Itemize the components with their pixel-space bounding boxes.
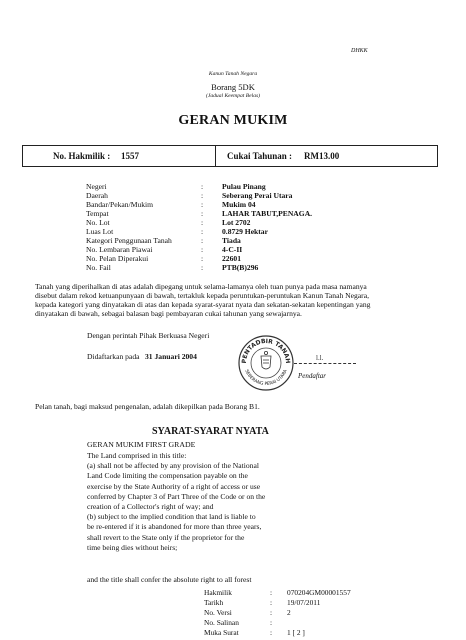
field-label: Bandar/Pekan/Mukim [86,200,154,209]
hakmilik-label: No. Hakmilik : [53,151,111,161]
field-row: Kategori Penggunaan Tanah : Tiada [86,236,241,245]
meta-label: No. Versi [204,608,232,617]
condition-line: creation of a Collector's right of way; and [87,502,214,512]
meta-value: 1 [ 2 ] [287,628,305,637]
field-row: No. Fail : PTB(B)296 [86,263,259,272]
land-office-seal [237,334,295,392]
cukai-value: RM13.00 [304,151,340,161]
meta-label: Muka Surat [204,628,239,637]
field-row: No. Lot : Lot 2702 [86,218,251,227]
condition-line: Land Code limiting the compensation payable on the [87,471,248,481]
meta-label: Tarikh [204,598,224,607]
hakmilik-value: 1557 [121,151,139,161]
condition-line: time being dies without heirs; [87,542,178,552]
field-row: No. Pelan Diperakui : 22601 [86,254,241,263]
field-row: Bandar/Pekan/Mukim : Mukim 04 [86,200,256,209]
order-text: Dengan perintah Pihak Berkuasa Negeri [87,331,210,340]
summary-box [22,145,438,167]
field-value: 0.8729 Hektar [222,227,268,236]
meta-value: 070204GM00001557 [287,588,351,597]
declaration-line: dinyatakan di bawah, sebagai balasan bagi pembayaran cukai tahunan yang sewajarnya. [35,309,302,318]
crest-icon [261,351,271,369]
condition-line: The Land comprised in this title: [87,451,187,460]
field-label: Daerah [86,191,108,200]
field-row: Negeri : Pulau Pinang [86,182,266,191]
summary-divider [215,146,216,166]
authority: Kanun Tanah Negara [208,71,258,77]
document-title: GERAN MUKIM [178,113,288,128]
meta-row: Muka Surat : 1 [ 2 ] [204,628,305,637]
field-row: Tempat : LAHAR TABUT,PENAGA. [86,209,313,218]
field-value: Mukim 04 [222,200,256,209]
declaration-line: kepada kategori yang dinyatakan di atas dan kepada syarat-syarat nyata dan sekatan-sekatan kepentingan yang [35,300,371,309]
form-name: Borang 5DK [211,82,255,92]
seal-bottom-text: SEBERANG PERAI UTARA [243,369,289,388]
field-label: Negeri [86,182,107,191]
conditions-body [87,451,265,553]
condition-line: (a) shall not be affected by any provision of the National [87,461,259,471]
field-value: LAHAR TABUT,PENAGA. [222,209,313,218]
signer-title: Pendaftar [298,372,326,380]
condition-line: (b) subject to the implied condition that land is liable to [87,512,256,522]
signature-line [294,363,356,364]
declaration-line: disebut dalam rekod ketuanpunyaan di bawah, tertakluk kepada peruntukan-peruntukan Kanun Tanah Negara, [35,291,369,300]
registered-date: 31 Januari 2004 [145,352,197,361]
meta-label: Hakmilik [204,588,232,597]
plan-note: Pelan tanah, bagi maksud pengenalan, adalah dikepilkan pada Borang B1. [35,402,260,411]
field-label: No. Lot [86,218,110,227]
cukai-label: Cukai Tahunan : [227,151,293,161]
conditions-subheading: GERAN MUKIM FIRST GRADE [87,440,196,449]
schedule: (Jadual Keempat Belas) [205,93,261,99]
meta-row: No. Versi : 2 [204,608,291,617]
form-code: DHKK [351,48,368,54]
field-value: 22601 [222,254,241,263]
condition-line: exercise by the State Authority of a right of access or use [87,481,261,491]
field-label: No. Fail [86,263,111,272]
meta-value: 19/07/2011 [287,598,321,607]
meta-label: No. Salinan [204,618,239,627]
field-label: Tempat [86,209,109,218]
field-label: Kategori Penggunaan Tanah [86,236,172,245]
field-label: Luas Lot [86,227,114,236]
field-row: No. Lembaran Piawai : 4-C-II [86,245,243,254]
conditions-heading: SYARAT-SYARAT NYATA [152,426,269,437]
meta-value: 2 [287,608,291,617]
field-value: Seberang Perai Utara [222,191,293,200]
declaration-paragraph [35,282,445,318]
condition-line: conferred by Chapter 3 of Part Three of the Code or on the [87,491,266,501]
seal-top-text: PENTADBIR TANAH [240,337,292,364]
declaration-line: Tanah yang diperihalkan di atas adalah dipegang untuk selama-lamanya oleh tuan punya pada masa namanya [35,282,367,291]
field-value: Pulau Pinang [222,182,266,191]
condition-line: shall revert to the State only if the proprietor for the [87,532,245,542]
conditions-closing: and the title shall confer the absolute right to all forest [87,575,252,584]
field-label: No. Lembaran Piawai [86,245,153,254]
field-value: PTB(B)296 [222,263,259,272]
signature-mark: l.l. [316,354,324,362]
meta-row: Hakmilik : 070204GM00001557 [204,588,351,597]
field-value: Lot 2702 [222,218,251,227]
condition-line: be re-entered if it is abandoned for more than three years, [87,522,262,532]
field-value: 4-C-II [222,245,243,254]
meta-row: Tarikh : 19/07/2011 [204,598,321,607]
field-row: Daerah : Seberang Perai Utara [86,191,293,200]
field-value: Tiada [222,236,241,245]
field-row: Luas Lot : 0.8729 Hektar [86,227,268,236]
registered-label: Didaftarkan pada [87,352,140,361]
field-label: No. Pelan Diperakui [86,254,149,263]
meta-row: No. Salinan : [204,618,273,627]
